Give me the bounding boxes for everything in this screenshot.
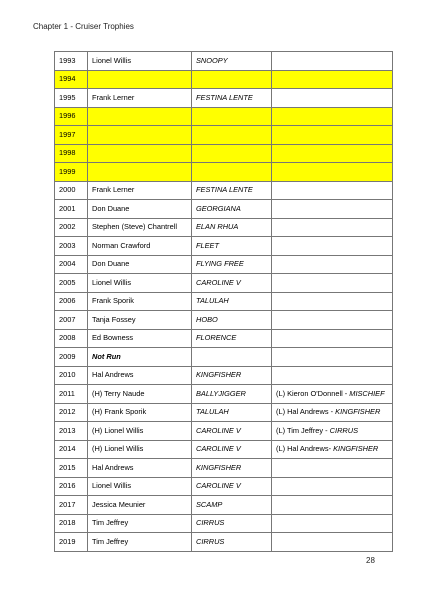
table-row: [55, 311, 393, 330]
helm-cell: Hal Andrews: [88, 366, 192, 385]
helm-cell: Tim Jeffrey: [88, 514, 192, 533]
boat-cell: SNOOPY: [192, 52, 272, 71]
year-cell: 2007: [55, 311, 88, 330]
boat-cell: CAROLINE V: [192, 422, 272, 441]
second-place-cell: [272, 200, 393, 219]
boat-cell: CAROLINE V: [192, 440, 272, 459]
year-cell: 2011: [55, 385, 88, 404]
trophy-table-body: [55, 52, 393, 552]
boat-cell: ELAN RHUA: [192, 218, 272, 237]
second-place-boat: CIRRUS: [329, 425, 359, 435]
helm-cell: Don Duane: [88, 200, 192, 219]
table-row: [55, 255, 393, 274]
helm-cell: Jessica Meunier: [88, 496, 192, 515]
year-cell: 2018: [55, 514, 88, 533]
boat-cell: FLORENCE: [192, 329, 272, 348]
year-cell: 1999: [55, 163, 88, 182]
second-place-cell: [272, 70, 393, 89]
boat-cell: CIRRUS: [192, 514, 272, 533]
second-place-cell: [272, 385, 393, 404]
boat-cell: TALULAH: [192, 403, 272, 422]
year-cell: 1994: [55, 70, 88, 89]
boat-cell: BALLYJIGGER: [192, 385, 272, 404]
table-row: [55, 274, 393, 293]
table-row: [55, 70, 393, 89]
table-row: [55, 237, 393, 256]
second-place-cell: [272, 144, 393, 163]
boat-cell: [192, 163, 272, 182]
boat-cell: KINGFISHER: [192, 459, 272, 478]
year-cell: 2006: [55, 292, 88, 311]
table-row: [55, 403, 393, 422]
boat-cell: [192, 126, 272, 145]
boat-cell: [192, 348, 272, 367]
helm-cell: Lionel Willis: [88, 477, 192, 496]
year-cell: 1998: [55, 144, 88, 163]
helm-cell: [88, 126, 192, 145]
table-row: [55, 459, 393, 478]
helm-cell: (H) Terry Naude: [88, 385, 192, 404]
year-cell: 2001: [55, 200, 88, 219]
second-place-cell: [272, 218, 393, 237]
second-place-cell: [272, 292, 393, 311]
helm-cell: [88, 107, 192, 126]
second-place-cell: [272, 237, 393, 256]
second-place-cell: [272, 126, 393, 145]
helm-cell: Not Run: [88, 348, 192, 367]
second-place-cell: [272, 52, 393, 71]
year-cell: 2019: [55, 533, 88, 552]
second-place-cell: [272, 163, 393, 182]
second-place-cell: [272, 496, 393, 515]
year-cell: 2016: [55, 477, 88, 496]
second-place-cell: [272, 533, 393, 552]
table-row: [55, 200, 393, 219]
helm-cell: Tim Jeffrey: [88, 533, 192, 552]
second-place-cell: [272, 181, 393, 200]
boat-cell: FESTINA LENTE: [192, 89, 272, 108]
boat-cell: CAROLINE V: [192, 274, 272, 293]
table-row: [55, 163, 393, 182]
year-cell: 2000: [55, 181, 88, 200]
second-place-cell: [272, 422, 393, 441]
second-place-cell: [272, 89, 393, 108]
year-cell: 1995: [55, 89, 88, 108]
boat-cell: SCAMP: [192, 496, 272, 515]
table-row: [55, 126, 393, 145]
year-cell: 1997: [55, 126, 88, 145]
helm-cell: Stephen (Steve) Chantrell: [88, 218, 192, 237]
second-place-cell: [272, 403, 393, 422]
second-place-helm: (L) Hal Andrews-: [276, 444, 334, 454]
year-cell: 2014: [55, 440, 88, 459]
helm-cell: Frank Sporik: [88, 292, 192, 311]
second-place-cell: [272, 477, 393, 496]
second-place-helm: (L) Tim Jeffrey -: [276, 425, 330, 435]
boat-cell: GEORGIANA: [192, 200, 272, 219]
table-row: [55, 366, 393, 385]
boat-cell: TALULAH: [192, 292, 272, 311]
second-place-cell: [272, 255, 393, 274]
table-row: [55, 218, 393, 237]
table-row: [55, 329, 393, 348]
table-row: [55, 440, 393, 459]
table-row: [55, 496, 393, 515]
second-place-cell: [272, 329, 393, 348]
second-place-boat: MISCHIEF: [349, 388, 385, 398]
boat-cell: HOBO: [192, 311, 272, 330]
page-number: 28: [366, 556, 375, 565]
second-place-cell: [272, 274, 393, 293]
year-cell: 2012: [55, 403, 88, 422]
year-cell: 2004: [55, 255, 88, 274]
boat-cell: [192, 144, 272, 163]
helm-cell: Hal Andrews: [88, 459, 192, 478]
year-cell: 2002: [55, 218, 88, 237]
table-row: [55, 477, 393, 496]
boat-cell: KINGFISHER: [192, 366, 272, 385]
boat-cell: FLEET: [192, 237, 272, 256]
table-row: [55, 422, 393, 441]
year-cell: 2009: [55, 348, 88, 367]
helm-cell: [88, 144, 192, 163]
helm-cell: [88, 70, 192, 89]
table-row: [55, 292, 393, 311]
helm-cell: Frank Lerner: [88, 89, 192, 108]
second-place-helm: (L) Hal Andrews -: [276, 407, 336, 417]
second-place-boat: KINGFISHER: [335, 407, 381, 417]
year-cell: 2017: [55, 496, 88, 515]
boat-cell: FLYING FREE: [192, 255, 272, 274]
boat-cell: CAROLINE V: [192, 477, 272, 496]
helm-cell: Don Duane: [88, 255, 192, 274]
year-cell: 2005: [55, 274, 88, 293]
table-row: [55, 385, 393, 404]
second-place-boat: KINGFISHER: [333, 444, 379, 454]
second-place-cell: [272, 514, 393, 533]
helm-cell: (H) Frank Sporik: [88, 403, 192, 422]
second-place-cell: [272, 311, 393, 330]
second-place-cell: [272, 348, 393, 367]
helm-cell: Lionel Willis: [88, 52, 192, 71]
helm-cell: Lionel Willis: [88, 274, 192, 293]
table-row: [55, 144, 393, 163]
table-row: [55, 89, 393, 108]
helm-cell: (H) Lionel Willis: [88, 422, 192, 441]
helm-cell: (H) Lionel Willis: [88, 440, 192, 459]
boat-cell: FESTINA LENTE: [192, 181, 272, 200]
helm-cell: Ed Bowness: [88, 329, 192, 348]
helm-cell: [88, 163, 192, 182]
second-place-cell: [272, 440, 393, 459]
helm-cell: Norman Crawford: [88, 237, 192, 256]
year-cell: 1993: [55, 52, 88, 71]
year-cell: 2010: [55, 366, 88, 385]
year-cell: 2008: [55, 329, 88, 348]
boat-cell: CIRRUS: [192, 533, 272, 552]
second-place-cell: [272, 459, 393, 478]
year-cell: 2015: [55, 459, 88, 478]
year-cell: 2013: [55, 422, 88, 441]
table-row: [55, 52, 393, 71]
boat-cell: [192, 70, 272, 89]
year-cell: 1996: [55, 107, 88, 126]
helm-cell: Frank Lerner: [88, 181, 192, 200]
boat-cell: [192, 107, 272, 126]
helm-cell: Tanja Fossey: [88, 311, 192, 330]
second-place-cell: [272, 366, 393, 385]
trophy-winners-table: [54, 51, 393, 552]
table-row: [55, 348, 393, 367]
chapter-header: Chapter 1 - Cruiser Trophies: [33, 22, 134, 31]
year-cell: 2003: [55, 237, 88, 256]
table-row: [55, 107, 393, 126]
second-place-cell: [272, 107, 393, 126]
second-place-helm: (L) Kieron O'Donnell -: [276, 388, 350, 398]
table-row: [55, 181, 393, 200]
table-row: [55, 533, 393, 552]
table-row: [55, 514, 393, 533]
